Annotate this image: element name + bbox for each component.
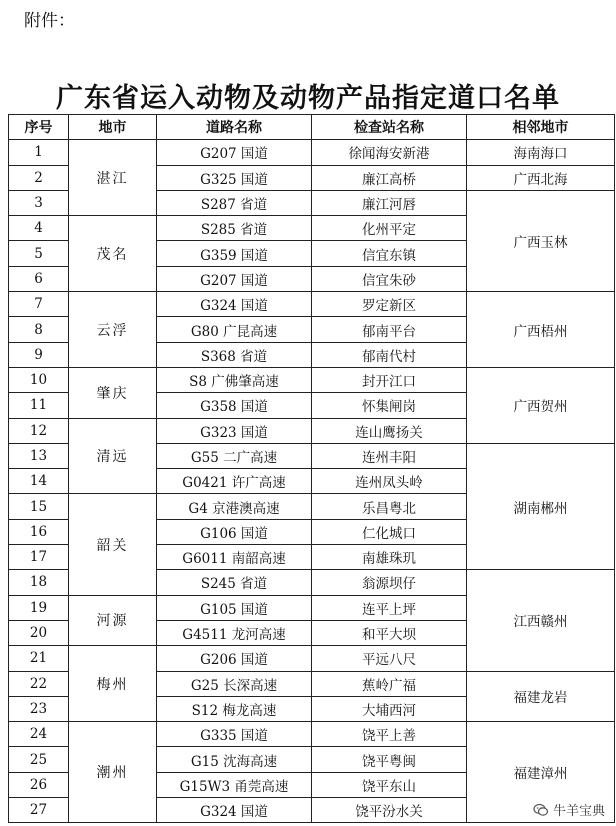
row-index: 11	[9, 393, 69, 418]
neighbor-cell: 湖南郴州	[467, 443, 615, 569]
row-index: 7	[9, 292, 69, 317]
road-name: G15W3 甬莞高速	[157, 772, 312, 797]
station-name: 连州丰阳	[312, 443, 467, 468]
road-name: S287 省道	[157, 190, 312, 215]
station-name: 饶平上善	[312, 722, 467, 747]
row-index: 19	[9, 595, 69, 620]
city-cell: 湛江	[69, 140, 157, 216]
row-index: 2	[9, 165, 69, 190]
header-road: 道路名称	[157, 115, 312, 140]
header-city: 地市	[69, 115, 157, 140]
row-index: 14	[9, 469, 69, 494]
row-index: 22	[9, 671, 69, 696]
table-row	[9, 140, 615, 165]
road-name: S285 省道	[157, 216, 312, 241]
station-name: 南雄珠玑	[312, 545, 467, 570]
row-index: 23	[9, 696, 69, 721]
city-cell: 清远	[69, 418, 157, 494]
neighbor-cell: 福建龙岩	[467, 671, 615, 722]
city-cell: 河源	[69, 595, 157, 646]
road-name: G15 沈海高速	[157, 747, 312, 772]
station-name: 连平上坪	[312, 595, 467, 620]
document-title: 广东省运入动物及动物产品指定道口名单	[56, 83, 560, 114]
road-name: G80 广昆高速	[157, 317, 312, 342]
neighbor-cell: 广西北海	[467, 165, 615, 190]
row-index: 12	[9, 418, 69, 443]
table-row	[9, 722, 615, 747]
row-index: 17	[9, 545, 69, 570]
station-name: 封开江口	[312, 367, 467, 392]
row-index: 18	[9, 570, 69, 595]
header-index: 序号	[9, 115, 69, 140]
neighbor-cell: 海南海口	[467, 140, 615, 165]
neighbor-cell: 广西梧州	[467, 292, 615, 368]
road-name: S245 省道	[157, 570, 312, 595]
road-name: G6011 南韶高速	[157, 545, 312, 570]
row-index: 24	[9, 722, 69, 747]
road-name: G207 国道	[157, 140, 312, 165]
road-name: G4 京港澳高速	[157, 494, 312, 519]
station-name: 仁化城口	[312, 519, 467, 544]
road-name: G25 长深高速	[157, 671, 312, 696]
station-name: 廉江高桥	[312, 165, 467, 190]
station-name: 郁南代村	[312, 342, 467, 367]
station-name: 饶平粤闽	[312, 747, 467, 772]
road-name: G105 国道	[157, 595, 312, 620]
road-name: G106 国道	[157, 519, 312, 544]
road-name: S8 广佛肇高速	[157, 367, 312, 392]
road-name: G358 国道	[157, 393, 312, 418]
row-index: 26	[9, 772, 69, 797]
station-name: 和平大坝	[312, 620, 467, 645]
neighbor-cell: 广西玉林	[467, 190, 615, 291]
road-name: G55 二广高速	[157, 443, 312, 468]
road-name: G207 国道	[157, 266, 312, 291]
row-index: 13	[9, 443, 69, 468]
city-cell: 茂名	[69, 216, 157, 292]
road-name: S368 省道	[157, 342, 312, 367]
city-cell: 肇庆	[69, 367, 157, 418]
row-index: 8	[9, 317, 69, 342]
station-name: 化州平定	[312, 216, 467, 241]
station-name: 饶平东山	[312, 772, 467, 797]
road-name: G325 国道	[157, 165, 312, 190]
row-index: 3	[9, 190, 69, 215]
station-name: 乐昌粤北	[312, 494, 467, 519]
station-name: 蕉岭广福	[312, 671, 467, 696]
neighbor-cell: 江西赣州	[467, 570, 615, 671]
road-name: G335 国道	[157, 722, 312, 747]
row-index: 4	[9, 216, 69, 241]
table-header-row	[9, 115, 615, 140]
row-index: 25	[9, 747, 69, 772]
station-name: 连州凤头岭	[312, 469, 467, 494]
row-index: 16	[9, 519, 69, 544]
road-name: S12 梅龙高速	[157, 696, 312, 721]
road-name: G324 国道	[157, 292, 312, 317]
watermark-text: 牛羊宝典	[552, 804, 605, 819]
checkpoint-table	[8, 114, 615, 823]
station-name: 廉江河唇	[312, 190, 467, 215]
neighbor-cell: 广西贺州	[467, 367, 615, 443]
station-name: 翁源坝仔	[312, 570, 467, 595]
row-index: 10	[9, 367, 69, 392]
station-name: 怀集闸岗	[312, 393, 467, 418]
city-cell: 梅州	[69, 646, 157, 722]
table-row	[9, 367, 615, 392]
row-index: 6	[9, 266, 69, 291]
road-name: G0421 许广高速	[157, 469, 312, 494]
road-name: G206 国道	[157, 646, 312, 671]
row-index: 1	[9, 140, 69, 165]
row-index: 5	[9, 241, 69, 266]
road-name: G324 国道	[157, 798, 312, 823]
station-name: 平远八尺	[312, 646, 467, 671]
table-body	[9, 140, 615, 823]
watermark	[530, 799, 608, 820]
row-index: 15	[9, 494, 69, 519]
station-name: 大埔西河	[312, 696, 467, 721]
station-name: 饶平汾水关	[312, 798, 467, 823]
row-index: 21	[9, 646, 69, 671]
city-cell: 潮州	[69, 722, 157, 823]
station-name: 信宜东镇	[312, 241, 467, 266]
wechat-icon	[533, 802, 549, 818]
city-cell: 韶关	[69, 494, 157, 595]
station-name: 信宜朱砂	[312, 266, 467, 291]
row-index: 20	[9, 620, 69, 645]
station-name: 罗定新区	[312, 292, 467, 317]
row-index: 27	[9, 798, 69, 823]
station-name: 徐闻海安新港	[312, 140, 467, 165]
road-name: G323 国道	[157, 418, 312, 443]
city-cell: 云浮	[69, 292, 157, 368]
road-name: G359 国道	[157, 241, 312, 266]
attachment-label: 附件：	[24, 11, 75, 31]
road-name: G4511 龙河高速	[157, 620, 312, 645]
station-name: 郁南平台	[312, 317, 467, 342]
station-name: 连山鹰扬关	[312, 418, 467, 443]
row-index: 9	[9, 342, 69, 367]
header-neighbor: 相邻地市	[467, 115, 615, 140]
table-row	[9, 292, 615, 317]
neighbor-cell: 福建漳州	[467, 722, 615, 823]
header-station: 检查站名称	[312, 115, 467, 140]
